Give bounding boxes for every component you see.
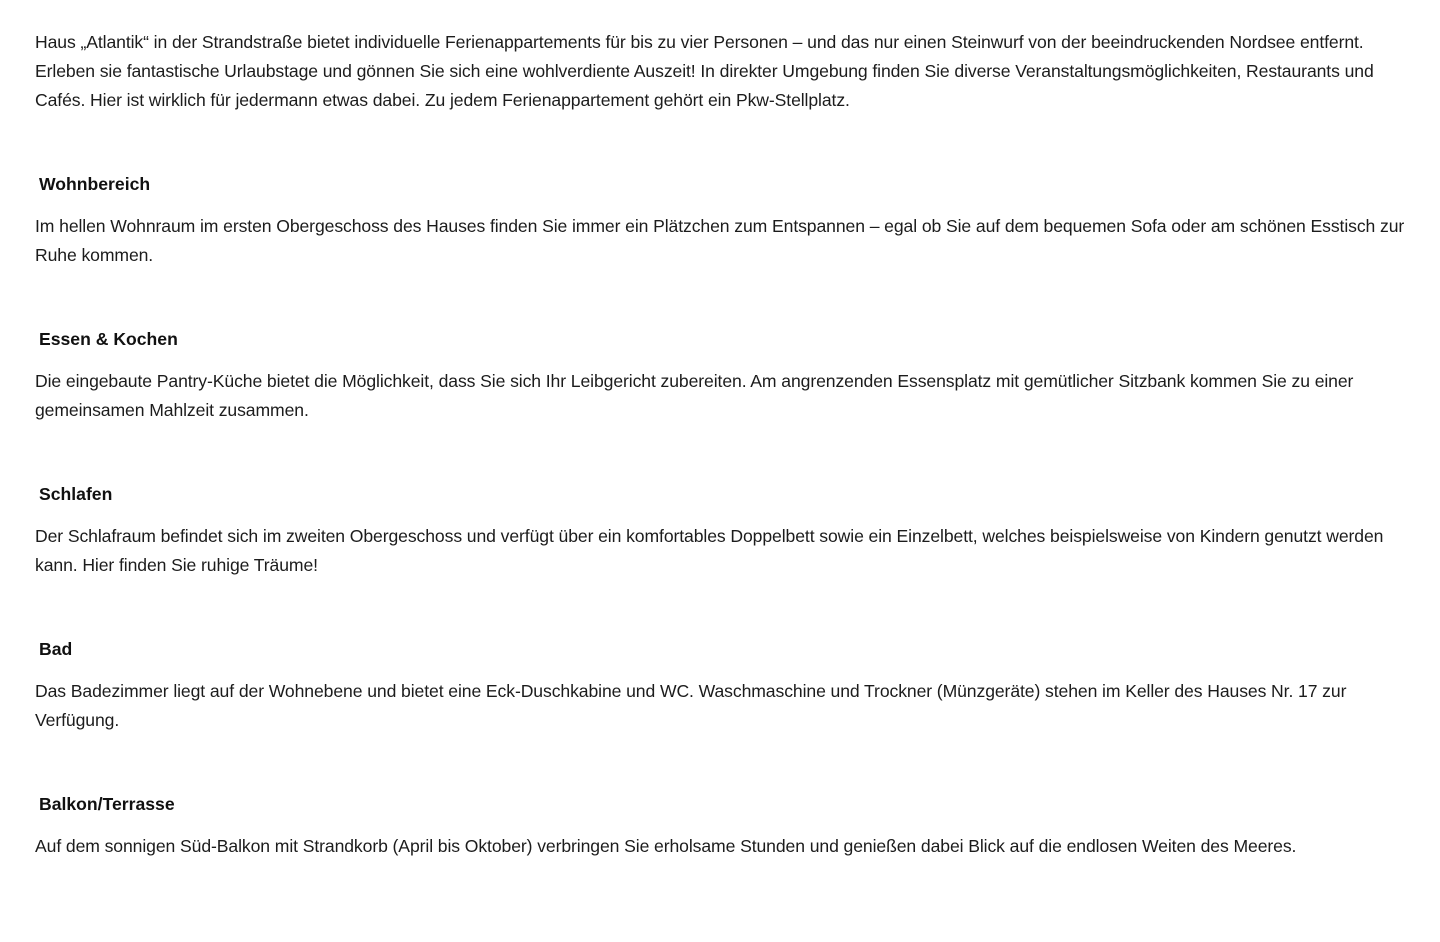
- section-heading: Schlafen: [39, 484, 113, 504]
- section-bad: [35, 635, 1406, 735]
- section-paragraph: Im hellen Wohnraum im ersten Obergeschoss des Hauses finden Sie immer ein Plätzchen zum Entspannen – egal ob Sie auf dem bequemen Sofa oder am schönen Esstisch zur Ruhe kommen.: [35, 216, 1405, 265]
- section-heading: Balkon/Terrasse: [39, 794, 175, 814]
- section-essen-kochen: [35, 325, 1406, 425]
- section-heading: Wohnbereich: [39, 174, 151, 194]
- section-paragraph: Der Schlafraum befindet sich im zweiten Obergeschoss und verfügt über ein komfortables Doppelbett sowie ein Einzelbett, welches beispielsweise von Kindern genutzt werden kann. Hier finden Sie ruhige Träume!: [35, 526, 1384, 575]
- section-heading: Essen & Kochen: [39, 329, 178, 349]
- section-paragraph: Auf dem sonnigen Süd-Balkon mit Strandkorb (April bis Oktober) verbringen Sie erholsame Stunden und genießen dabei Blick auf die endlosen Weiten des Meeres.: [35, 836, 1297, 856]
- section-wohnbereich: [35, 170, 1406, 270]
- intro-paragraph: Haus „Atlantik“ in der Strandstraße bietet individuelle Ferienappartements für bis zu vier Personen – und das nur einen Steinwurf von der beeindruckenden Nordsee entfernt. Erleben sie fantastische Urlaubstage und gönnen Sie sich eine wohlverdiente Auszeit! In direkter Umgebung finden Sie diverse Veranstaltungsmöglichkeiten, Restaurants und Cafés. Hier ist wirklich für jedermann etwas dabei. Zu jedem Ferienappartement gehört ein Pkw-Stellplatz.: [35, 32, 1374, 110]
- section-schlafen: [35, 480, 1406, 580]
- section-paragraph: Das Badezimmer liegt auf der Wohnebene und bietet eine Eck-Duschkabine und WC. Waschmaschine und Trockner (Münzgeräte) stehen im Keller des Hauses Nr. 17 zur Verfügung.: [35, 681, 1347, 730]
- section-heading: Bad: [39, 639, 73, 659]
- section-paragraph: Die eingebaute Pantry-Küche bietet die Möglichkeit, dass Sie sich Ihr Leibgericht zubereiten. Am angrenzenden Essensplatz mit gemütlicher Sitzbank kommen Sie zu einer gemeinsamen Mahlzeit zusammen.: [35, 371, 1354, 420]
- section-balkon-terrasse: [35, 790, 1406, 861]
